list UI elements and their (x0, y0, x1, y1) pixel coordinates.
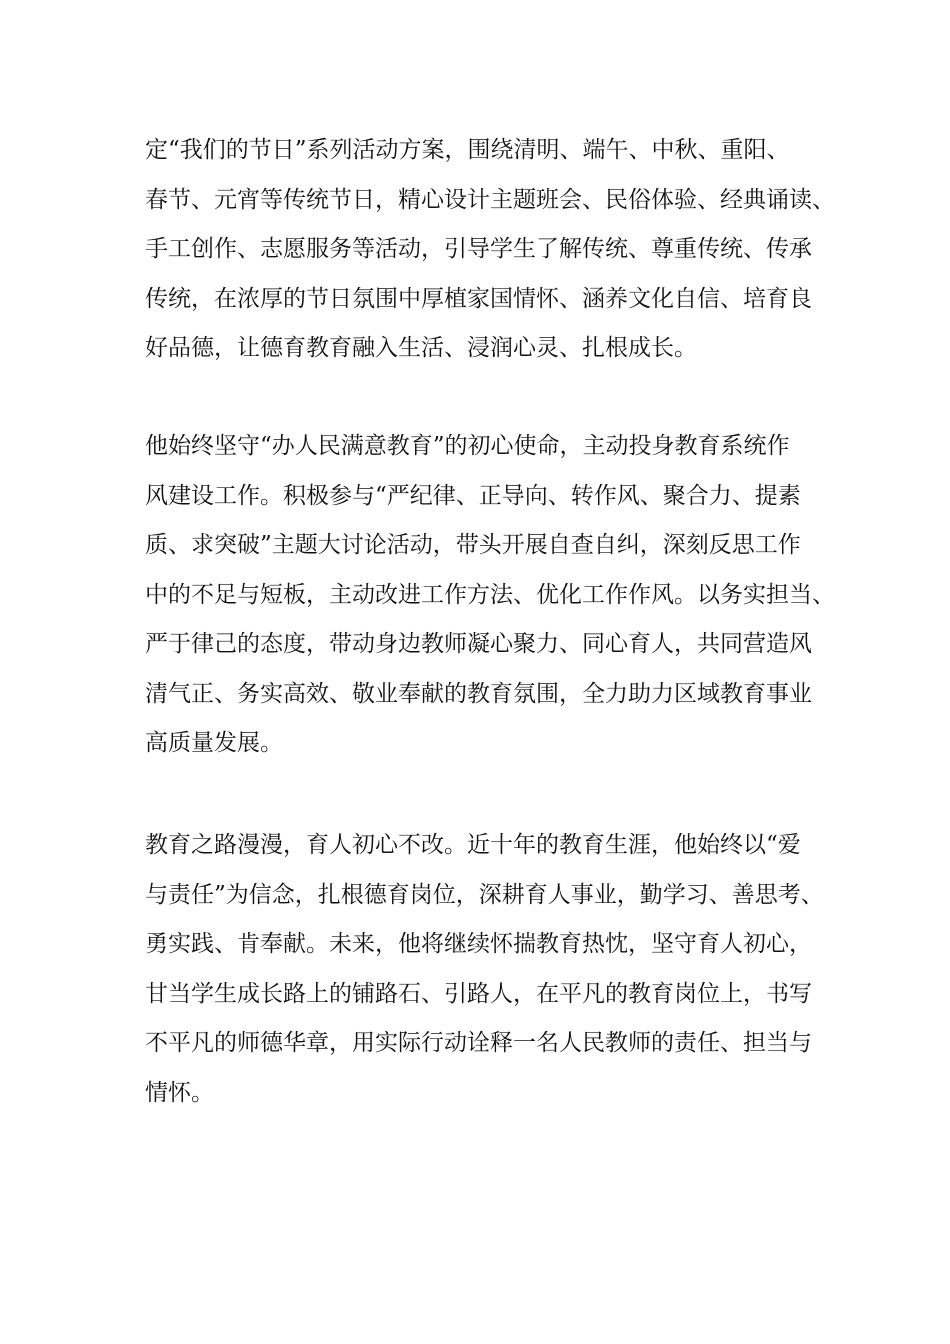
text-line: 好品德，让德育教育融入生活、浸润心灵、扎根成长。 (145, 335, 697, 361)
text-line: 高质量发展。 (145, 730, 283, 756)
text-line: 情怀。 (145, 1079, 214, 1106)
text-line: 定“我们的节日”系列活动方案，围绕清明、端午、中秋、重阳、 (145, 137, 790, 163)
paragraph-conclusion (145, 821, 845, 1118)
text-line: 严于律己的态度，带动身边教师凝心聚力、同心育人，共同营造风 (145, 631, 812, 657)
text-line: 勇实践、肯奉献。未来，他将继续怀揣教育热忱，坚守育人初心， (145, 931, 812, 957)
paragraph-work-style (145, 422, 845, 769)
text-line: 甘当学生成长路上的铺路石、引路人，在平凡的教育岗位上，书写 (145, 980, 812, 1007)
text-line: 与责任”为信念，扎根德育岗位，深耕育人事业，勤学习、善思考、 (145, 881, 824, 908)
text-line: 风建设工作。积极参与“严纪律、正导向、转作风、聚合力、提素 (145, 482, 801, 509)
text-line: 春节、元宵等传统节日，精心设计主题班会、民俗体验、经典诵读、 (145, 186, 835, 213)
paragraph-festival-activities (145, 126, 845, 374)
text-line: 中的不足与短板，主动改进工作方法、优化工作作风。以务实担当、 (145, 581, 835, 608)
text-line: 不平凡的师德华章，用实际行动诠释一名人民教师的责任、担当与 (145, 1030, 812, 1056)
text-line: 质、求突破”主题大讨论活动，带头开展自查自纠，深刻反思工作 (145, 532, 801, 558)
text-line: 清气正、务实高效、敬业奉献的教育氛围，全力助力区域教育事业 (145, 680, 812, 707)
text-line: 教育之路漫漫，育人初心不改。近十年的教育生涯，他始终以“爱 (145, 832, 801, 858)
text-line: 他始终坚守“办人民满意教育”的初心使命，主动投身教育系统作 (145, 433, 790, 459)
text-line: 手工创作、志愿服务等活动，引导学生了解传统、尊重传统、传承 (145, 236, 812, 262)
text-line: 传统，在浓厚的节日氛围中厚植家国情怀、涵养文化自信、培育良 (145, 285, 812, 312)
